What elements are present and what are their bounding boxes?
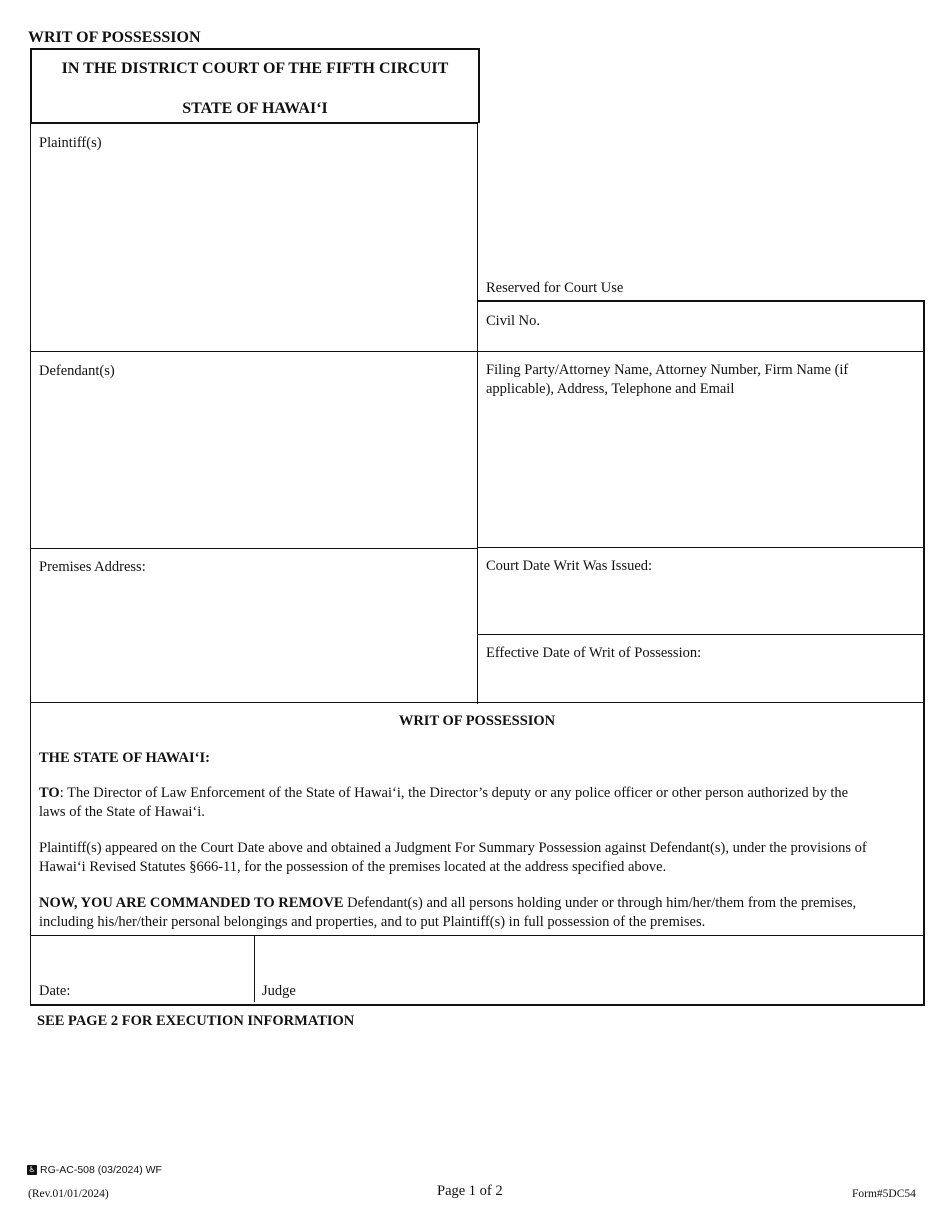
writ-section [30,702,925,1006]
party-column [30,122,478,704]
divider [31,351,477,352]
rg-code-text: RG-AC-508 (03/2024) WF [40,1164,162,1176]
divider [477,351,923,352]
reserved-court-use-label: Reserved for Court Use [486,280,624,296]
judgment-line: Hawai‘i Revised Statutes §666-11, for the possession of the premises located at the address specified above. [39,859,667,875]
command-label: NOW, YOU ARE COMMANDED TO REMOVE [39,895,344,911]
revision: (Rev.01/01/2024) [28,1188,109,1200]
filing-party-label [486,361,916,399]
to-paragraph [39,784,919,822]
defendants-label: Defendant(s) [39,363,115,379]
divider [31,548,477,549]
form-number: Form#5DC54 [852,1188,916,1200]
filing-party-line: applicable), Address, Telephone and Email [486,381,735,397]
judgment-line: Plaintiff(s) appeared on the Court Date above and obtained a Judgment For Summary Possession against Defendant(s), under the provisions of [39,840,867,856]
accessibility-icon: ♿ [28,1165,36,1175]
to-label: TO [39,785,60,801]
to-text-cont: laws of the State of Hawai‘i. [39,804,205,820]
to-text: : The Director of Law Enforcement of the State of Hawai‘i, the Director’s deputy or any police officer or other person authorized by the [59,785,849,801]
case-info-column [477,300,925,704]
command-text: Defendant(s) and all persons holding under or through him/her/them from the premises, [343,895,857,911]
form-title: WRIT OF POSSESSION [28,29,201,46]
filing-party-line: Filing Party/Attorney Name, Attorney Number, Firm Name (if [486,362,849,378]
see-page-2-note: SEE PAGE 2 FOR EXECUTION INFORMATION [37,1013,355,1029]
rg-code [27,1164,162,1176]
divider [254,935,255,1002]
court-date-issued-label: Court Date Writ Was Issued: [486,558,653,574]
state-heading: THE STATE OF HAWAI‘I: [39,750,210,766]
command-paragraph [39,894,919,932]
civil-no-label: Civil No. [486,313,540,329]
date-label: Date: [39,983,71,999]
divider [477,547,923,548]
court-name: IN THE DISTRICT COURT OF THE FIFTH CIRCUIT [61,60,449,77]
page-number: Page 1 of 2 [437,1183,503,1199]
judgment-paragraph [39,839,919,877]
effective-date-label: Effective Date of Writ of Possession: [486,645,702,661]
judge-label: Judge [262,983,296,999]
plaintiffs-label: Plaintiff(s) [39,135,102,151]
divider [31,935,923,936]
writ-title: WRIT OF POSSESSION [398,713,556,729]
premises-address-label: Premises Address: [39,559,146,575]
divider [477,634,923,635]
court-state: STATE OF HAWAI‘I [182,100,328,117]
command-text-cont: including his/her/their personal belongings and properties, and to put Plaintiff(s) in full possession of the premises. [39,914,706,930]
court-header-box [30,48,480,123]
